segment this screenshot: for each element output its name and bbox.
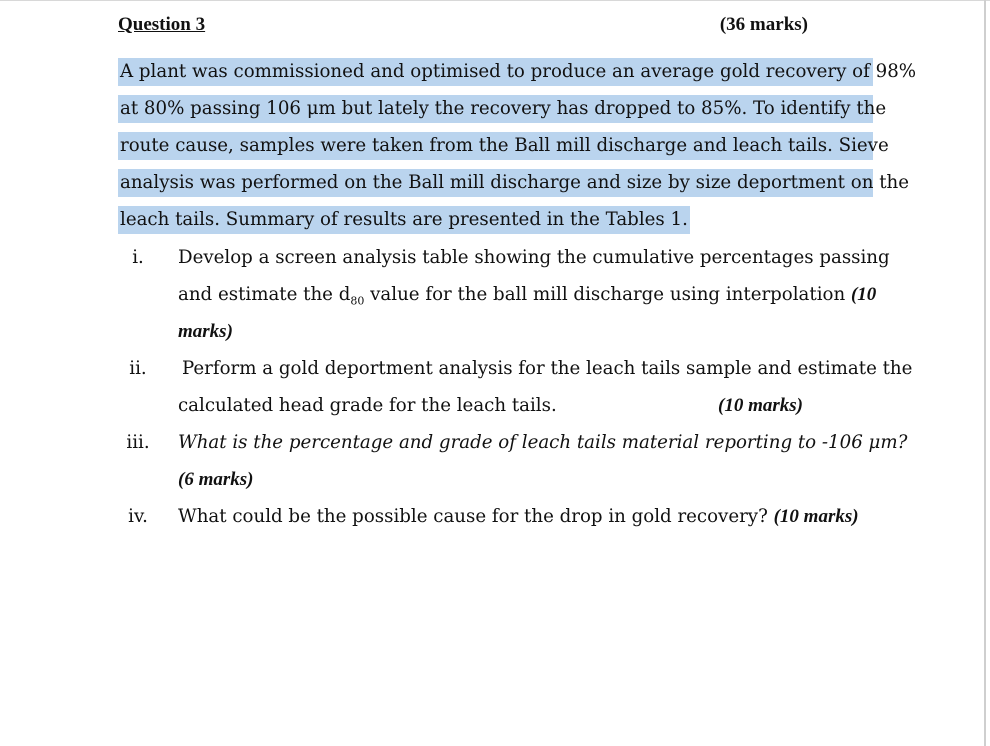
item-number: iii.: [126, 432, 150, 453]
item-text: Perform a gold deportment analysis for the leach tails sample and estimate the: [182, 358, 913, 379]
question-title: Question 3: [118, 14, 206, 35]
page-top-edge: [0, 0, 990, 1]
item-text: What is the percentage and grade of leach tails material reporting to -106 μm?: [178, 432, 908, 453]
intro-line[interactable]: at 80% passing 106 μm but lately the recovery has dropped to 85%. To identify the: [118, 95, 873, 123]
intro-line[interactable]: leach tails. Summary of results are presented in the Tables 1.: [118, 206, 690, 234]
item-number: ii.: [129, 358, 147, 379]
item-marks-line: (6 marks): [178, 469, 254, 490]
intro-line[interactable]: route cause, samples were taken from the Ball mill discharge and leach tails. Sieve: [118, 132, 873, 160]
item-number: i.: [132, 247, 144, 268]
page-right-edge: [984, 0, 986, 746]
intro-paragraph[interactable]: [118, 58, 917, 243]
subscript-80: 80: [350, 294, 365, 308]
item-marks: (10 marks): [773, 506, 859, 527]
intro-line[interactable]: analysis was performed on the Ball mill discharge and size by size deportment on the: [118, 169, 873, 197]
item-number: iv.: [128, 506, 148, 527]
intro-line[interactable]: A plant was commissioned and optimised to produce an average gold recovery of 98%: [118, 58, 873, 86]
item-text: and estimate the $d_{80}$ value for the ball mill discharge using interpolation (10: [178, 284, 877, 308]
item-text: calculated head grade for the leach tails. (10 marks): [178, 392, 873, 420]
item-marks: (10 marks): [718, 395, 803, 416]
question-header: [118, 14, 808, 38]
item-marks: (10: [850, 284, 877, 305]
item-text: Develop a screen analysis table showing the cumulative percentages passing: [178, 247, 890, 268]
item-marks-continued: marks): [178, 321, 233, 342]
item-text: What could be the possible cause for the drop in gold recovery? (10 marks): [178, 506, 859, 527]
question-marks: (36 marks): [719, 14, 808, 35]
